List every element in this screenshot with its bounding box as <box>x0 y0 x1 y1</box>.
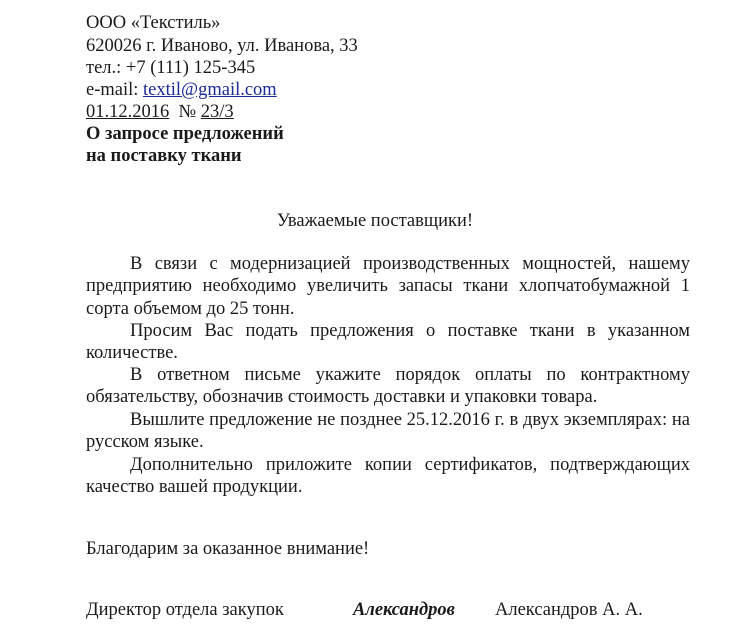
subject-line-1: О запросе предложений <box>86 124 284 144</box>
number-sign: № <box>178 102 197 122</box>
company-phone: тел.: +7 (111) 125-345 <box>86 58 256 78</box>
paragraph-5: Дополнительно приложите копии сертификатов, подтверждающих качество вашей продукции. <box>86 455 690 498</box>
email-label: e-mail: <box>86 80 144 100</box>
signer-position: Директор отдела закупок <box>86 600 284 620</box>
closing-phrase: Благодарим за оказанное внимание! <box>86 539 370 559</box>
handwritten-signature: Александров <box>353 600 455 620</box>
email-link[interactable]: textil@gmail.com <box>143 80 277 100</box>
letter-date-number <box>86 101 234 123</box>
company-email-line <box>86 79 277 101</box>
letter-date: 01.12.2016 <box>86 102 170 122</box>
signer-name: Александров А. А. <box>495 600 643 620</box>
company-name: ООО «Текстиль» <box>86 13 221 33</box>
salutation: Уважаемые поставщики! <box>276 211 474 231</box>
paragraph-2: Просим Вас подать предложения о поставке ткани в указанном количестве. <box>86 321 690 364</box>
paragraph-4: Вышлите предложение не позднее 25.12.2016 г. в двух экземплярах: на русском языке. <box>86 410 690 453</box>
company-address: 620026 г. Иваново, ул. Иванова, 33 <box>86 36 358 56</box>
letter-number: 23/3 <box>200 102 234 122</box>
subject-line-2: на поставку ткани <box>86 146 242 166</box>
paragraph-3: В ответном письме укажите порядок оплаты по контрактному обязательству, обозначив стоимость доставки и упаковки товара. <box>86 365 690 408</box>
paragraph-1: В связи с модернизацией производственных мощностей, нашему предприятию необходимо увеличить запасы ткани хлопчатобумажной 1 сорта объемом до 25 тонн. <box>86 254 690 319</box>
